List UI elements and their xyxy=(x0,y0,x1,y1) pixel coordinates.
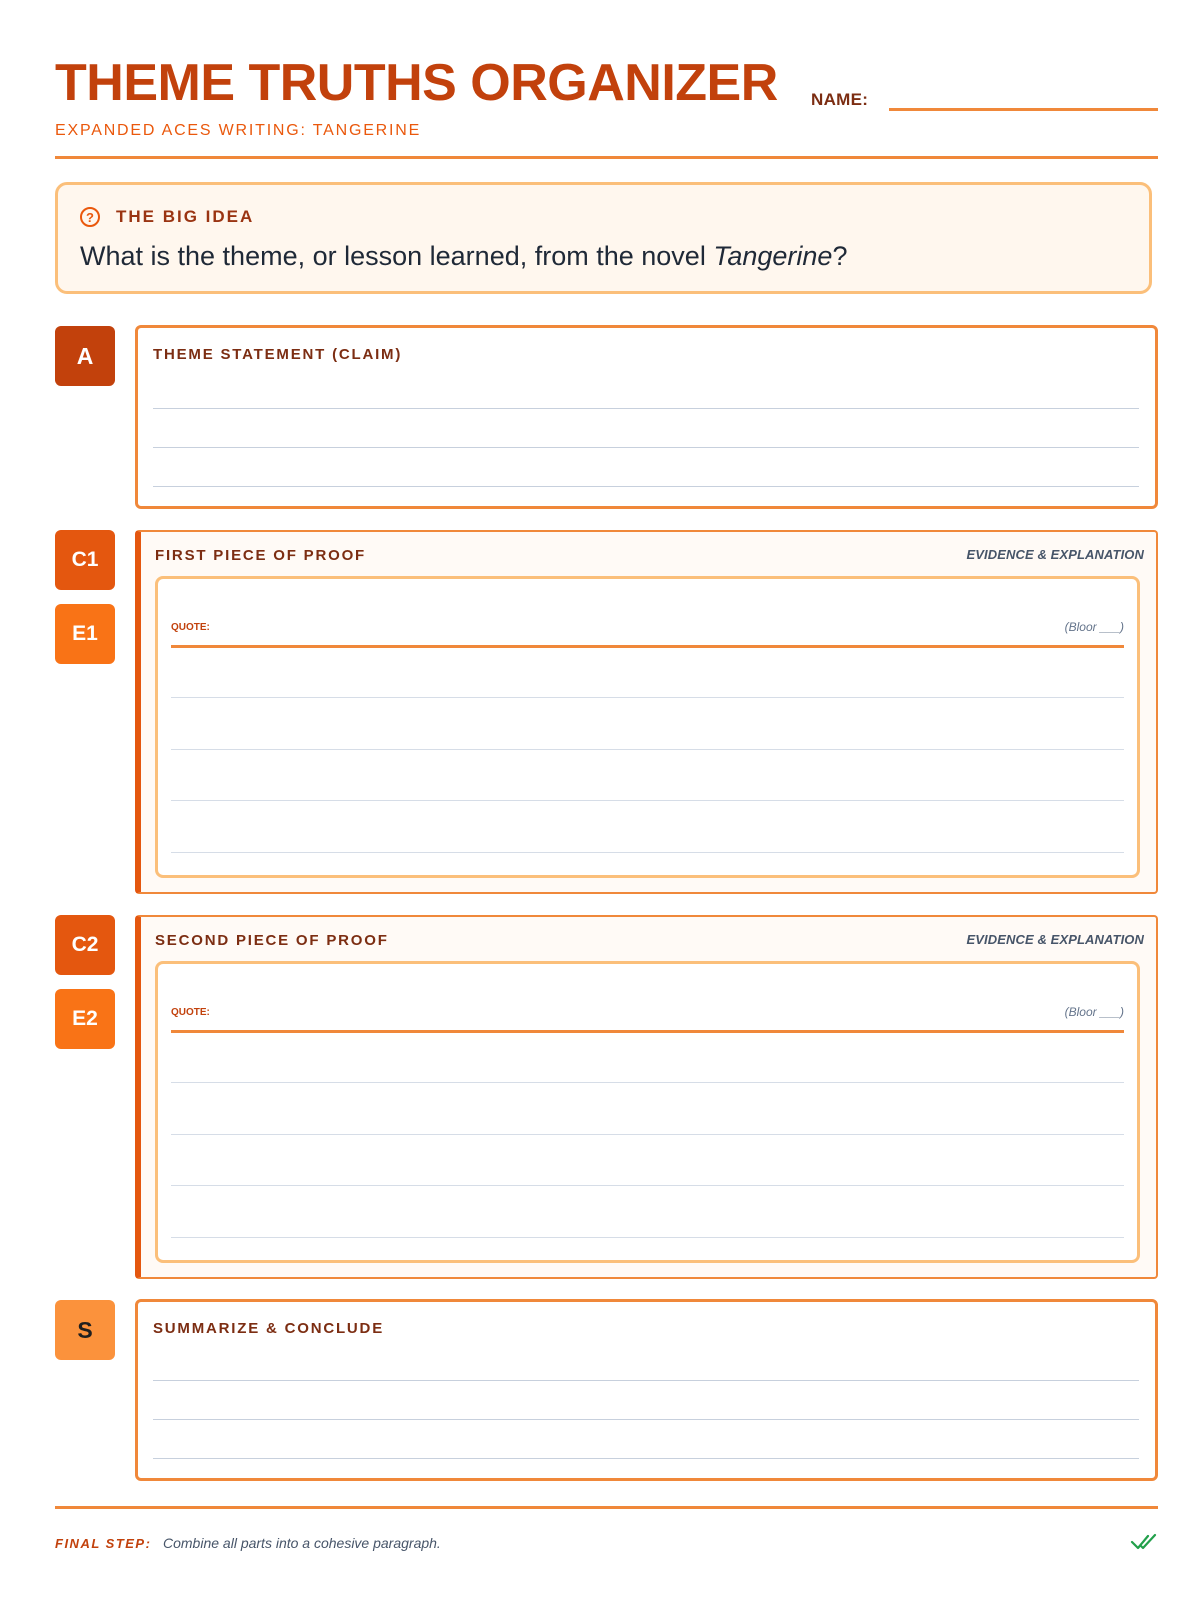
question-end: ? xyxy=(832,241,848,271)
summary-label: SUMMARIZE & CONCLUDE xyxy=(153,1320,384,1337)
writing-line[interactable] xyxy=(171,1134,1124,1135)
claim-label: THEME STATEMENT (CLAIM) xyxy=(153,346,403,363)
big-idea-card xyxy=(55,182,1152,294)
writing-line[interactable] xyxy=(153,408,1139,409)
final-step-text: Combine all parts into a cohesive paragraph. xyxy=(163,1535,441,1551)
writing-line[interactable] xyxy=(171,1185,1124,1186)
novel-title: Tangerine xyxy=(713,241,833,271)
badge-c1: C1 xyxy=(55,530,115,590)
citation-placeholder: (Bloor ___) xyxy=(1064,1005,1124,1019)
writing-line[interactable] xyxy=(153,1419,1139,1420)
first-proof-tag: EVIDENCE & EXPLANATION xyxy=(966,547,1144,562)
final-step-label: FINAL STEP: xyxy=(55,1536,152,1551)
header-divider xyxy=(55,156,1158,159)
quote-line[interactable] xyxy=(171,645,1124,648)
second-proof-section xyxy=(135,915,1158,1279)
worksheet-page xyxy=(55,0,1158,1600)
question-text: What is the theme, or lesson learned, from the novel xyxy=(80,241,714,271)
quote-line[interactable] xyxy=(171,1030,1124,1033)
second-proof-label: SECOND PIECE OF PROOF xyxy=(155,932,389,949)
badge-a: A xyxy=(55,326,115,386)
citation-placeholder: (Bloor ___) xyxy=(1064,620,1124,634)
first-proof-label: FIRST PIECE OF PROOF xyxy=(155,547,367,564)
first-proof-section xyxy=(135,530,1158,894)
writing-line[interactable] xyxy=(153,1458,1139,1459)
second-proof-tag: EVIDENCE & EXPLANATION xyxy=(966,932,1144,947)
writing-line[interactable] xyxy=(153,1380,1139,1381)
badge-e1: E1 xyxy=(55,604,115,664)
footer-divider xyxy=(55,1506,1158,1509)
badge-e2: E2 xyxy=(55,989,115,1049)
name-field[interactable] xyxy=(889,108,1158,111)
badge-c2: C2 xyxy=(55,915,115,975)
first-proof-answer-box[interactable] xyxy=(155,576,1140,878)
second-proof-answer-box[interactable] xyxy=(155,961,1140,1263)
double-check-icon xyxy=(1130,1532,1158,1552)
page-title: THEME TRUTHS ORGANIZER xyxy=(55,54,778,112)
big-idea-label: THE BIG IDEA xyxy=(116,207,255,226)
writing-line[interactable] xyxy=(171,800,1124,801)
summary-box[interactable] xyxy=(135,1299,1158,1481)
writing-line[interactable] xyxy=(171,1237,1124,1238)
quote-label: QUOTE: xyxy=(171,622,210,633)
writing-line[interactable] xyxy=(171,697,1124,698)
big-idea-header xyxy=(80,207,254,227)
header xyxy=(55,52,1158,160)
writing-line[interactable] xyxy=(171,749,1124,750)
writing-line[interactable] xyxy=(171,1082,1124,1083)
writing-line[interactable] xyxy=(153,447,1139,448)
big-idea-question xyxy=(80,241,847,272)
writing-line[interactable] xyxy=(153,486,1139,487)
name-label: NAME: xyxy=(811,90,869,109)
quote-label: QUOTE: xyxy=(171,1007,210,1018)
badge-s: S xyxy=(55,1300,115,1360)
writing-line[interactable] xyxy=(171,852,1124,853)
question-circle-icon: ? xyxy=(80,207,100,227)
page-subtitle: EXPANDED ACES WRITING: TANGERINE xyxy=(55,122,422,139)
claim-box[interactable] xyxy=(135,325,1158,509)
